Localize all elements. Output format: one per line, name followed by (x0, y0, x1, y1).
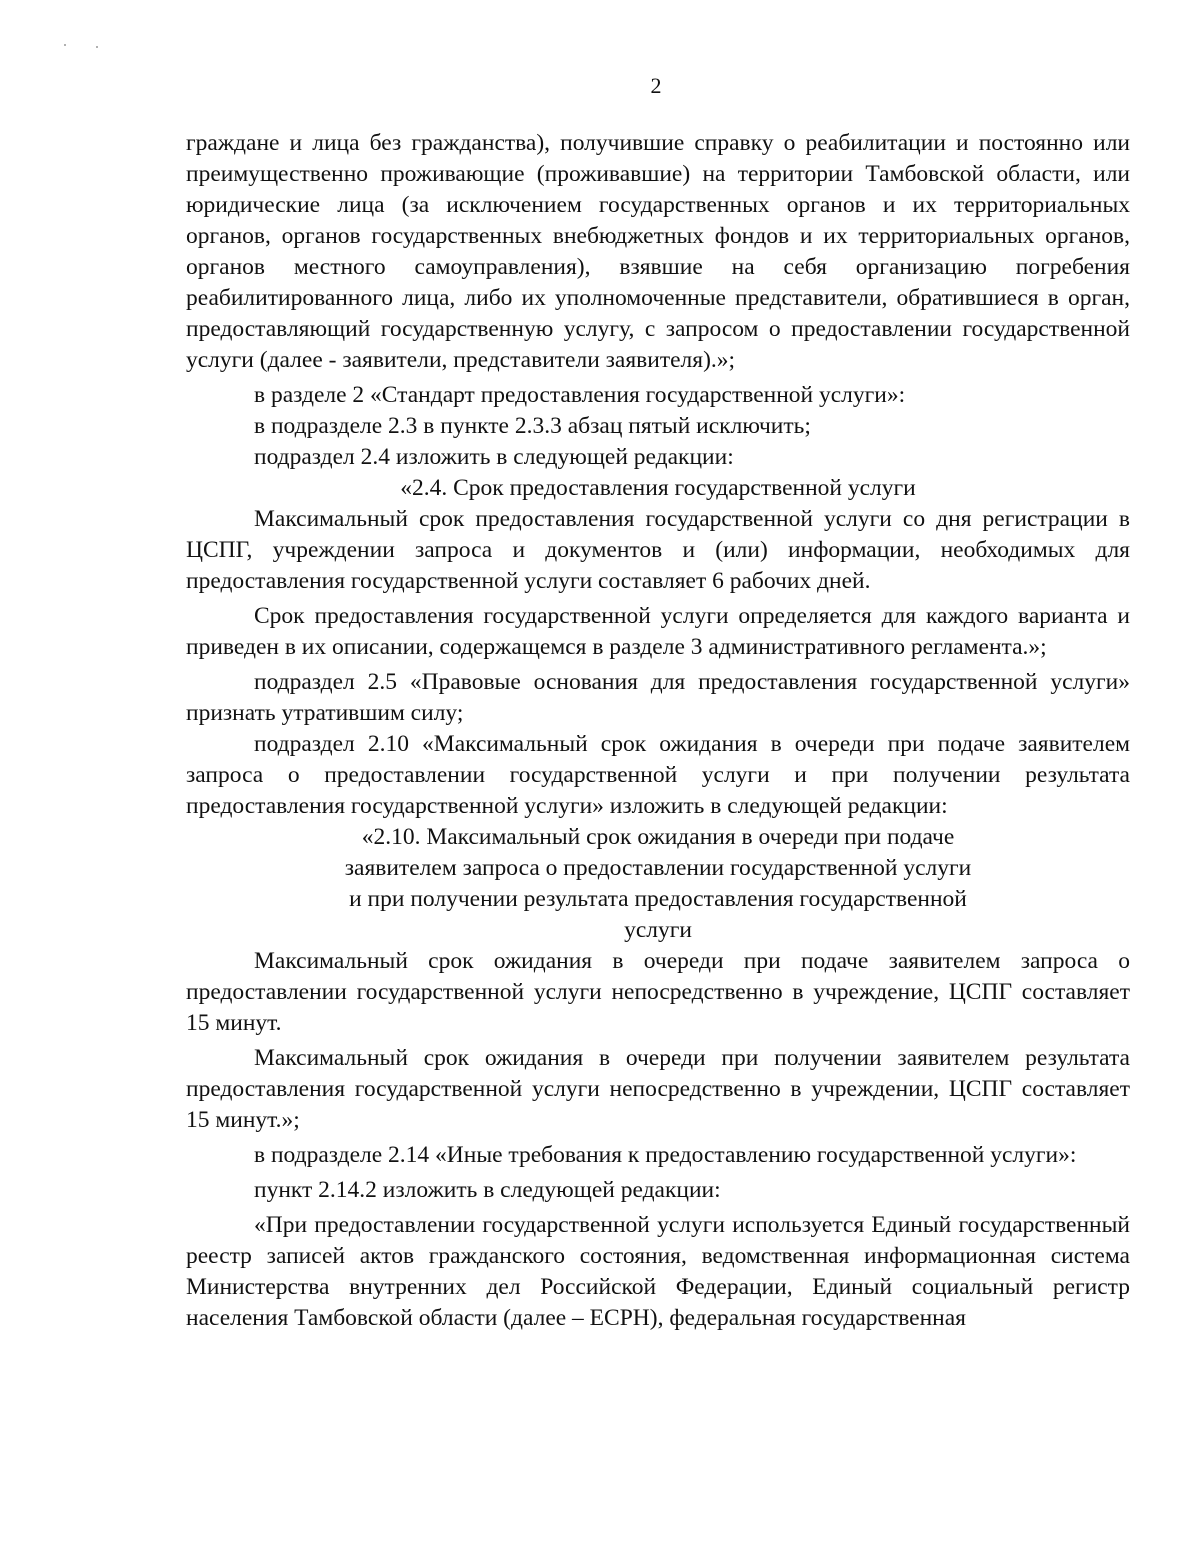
document-body (186, 128, 1130, 1334)
paragraph-max-term: Максимальный срок предоставления государственной услуги со дня регистрации в ЦСПГ, учреждении запроса и документов и (или) информации, необходимых для предоставления государственной услуги составляет 6 рабочих дней. (186, 506, 1130, 594)
scan-speck (64, 44, 66, 46)
page-number: 2 (650, 73, 662, 98)
paragraph-subsection-2-14: в подразделе 2.14 «Иные требования к предоставлению государственной услуги»: (254, 1142, 1077, 1168)
paragraph-queue-submit: Максимальный срок ожидания в очереди при подаче заявителем запроса о предоставлении государственной услуги непосредственно в учреждение, ЦСПГ составляет 15 минут. (186, 948, 1130, 1036)
paragraph-registries: «При предоставлении государственной услуги используется Единый государственный реестр записей актов гражданского состояния, ведомственная информационная система Министерства внутренних дел Российской Федерации, Единый социальный регистр населения Тамбовской области (далее – ЕСРН), федеральная государственная (186, 1212, 1130, 1331)
scan-speck (96, 46, 98, 48)
heading-2-10-line-3: и при получении результата предоставления государственной (349, 886, 967, 912)
heading-2-10-line-2: заявителем запроса о предоставлении государственной услуги (344, 855, 972, 881)
paragraph-term-variant: Срок предоставления государственной услуги определяется для каждого варианта и приведен в их описании, содержащемся в разделе 3 административного регламента.»; (186, 603, 1130, 660)
paragraph-queue-result: Максимальный срок ожидания в очереди при получении заявителем результата предоставления государственной услуги непосредственно в учреждении, ЦСПГ составляет 15 минут.»; (186, 1045, 1130, 1133)
paragraph-applicants: граждане и лица без гражданства), получившие справку о реабилитации и постоянно или преимущественно проживающие (проживавшие) на территории Тамбовской области, или юридические лица (за исключением государственных органов и их территориальных органов, органов государственных внебюджетных фондов и их территориальных органов, органов местного самоуправления), взявшие на себя организацию погребения реабилитированного лица, либо их уполномоченные представители, обратившиеся в орган, предоставляющий государственную услугу, с запросом о предоставлении государственной услуги (далее - заявители, представители заявителя).»; (186, 130, 1130, 373)
paragraph-subsection-2-3: в подразделе 2.3 в пункте 2.3.3 абзац пятый исключить; (254, 413, 811, 439)
heading-2-10-line-4: услуги (624, 917, 692, 943)
heading-2-4: «2.4. Срок предоставления государственной услуги (400, 475, 916, 501)
paragraph-subsection-2-10: подраздел 2.10 «Максимальный срок ожидания в очереди при подаче заявителем запроса о предоставлении государственной услуги и при получении результата предоставления государственной услуги» изложить в следующей редакции: (186, 731, 1130, 819)
paragraph-clause-2-14-2: пункт 2.14.2 изложить в следующей редакции: (254, 1177, 721, 1203)
paragraph-subsection-2-5: подраздел 2.5 «Правовые основания для предоставления государственной услуги» признать утратившим силу; (186, 669, 1130, 726)
paragraph-section-2: в разделе 2 «Стандарт предоставления государственной услуги»: (254, 382, 906, 408)
paragraph-subsection-2-4: подраздел 2.4 изложить в следующей редакции: (254, 444, 734, 470)
heading-2-10-line-1: «2.10. Максимальный срок ожидания в очереди при подаче (361, 824, 955, 850)
